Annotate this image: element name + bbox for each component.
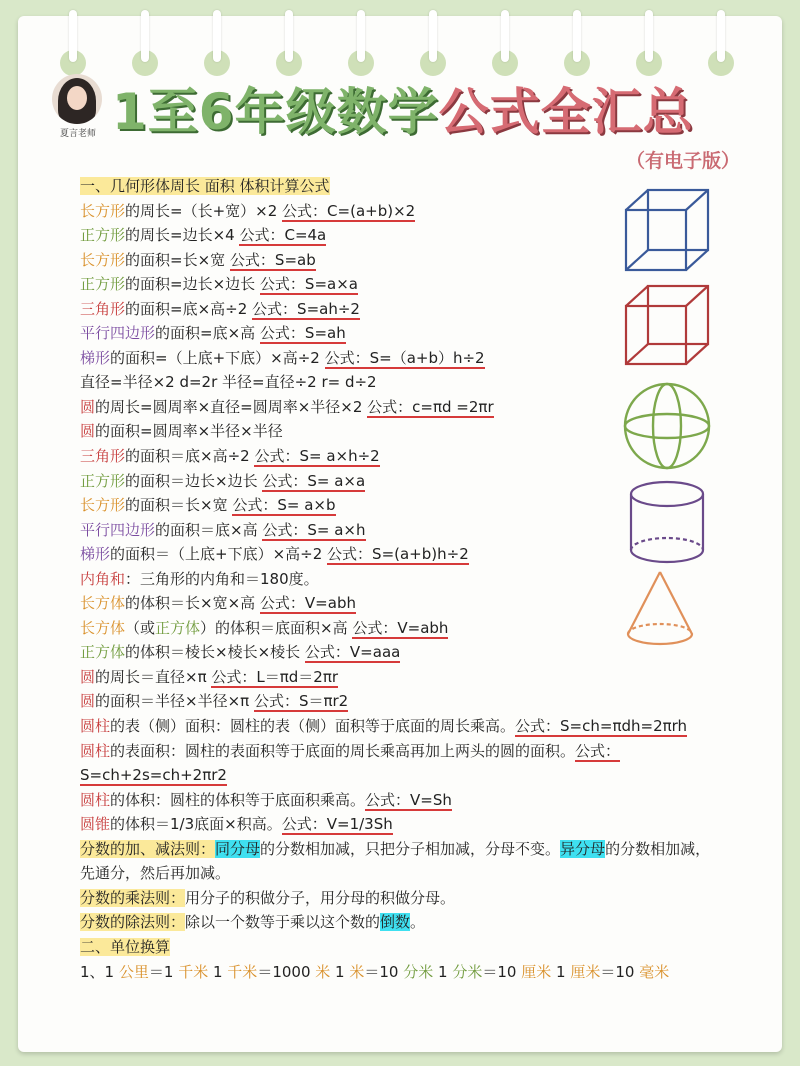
formula-line: 梯形的面积=（上底+下底）×高÷2 公式：S=（a+b）h÷2 [80, 348, 485, 367]
page-title: 1至6年级数学公式全汇总 [112, 83, 694, 141]
section-heading: 二、单位换算 [80, 937, 171, 956]
formula-line: 长方形的面积=长×宽 公式：S=ab [80, 250, 316, 269]
formula-line: 长方形的面积＝长×宽 公式：S= a×b [80, 496, 336, 515]
formula-line: 梯形的面积＝（上底+下底）×高÷2 公式：S=(a+b)h÷2 [80, 545, 469, 564]
formula-paragraph: 圆柱的表（侧）面积：圆柱的表（侧）面积等于底面的周长乘高。公式：S=ch=πdh=2πrh [80, 717, 688, 736]
fraction-rule: 分数的乘法则：用分子的积做分子，用分母的积做分母。 [80, 888, 456, 907]
formula-line: 直径=半径×2 d=2r 半径=直径÷2 r= d÷2 [80, 373, 377, 392]
subtitle: （有电子版） [626, 150, 741, 172]
formula-line: 长方形的周长=（长+宽）×2 公式：C=(a+b)×2 [80, 201, 416, 220]
sphere-icon [625, 384, 709, 468]
formula-line: 内角和：三角形的内角和＝180度。 [80, 569, 319, 588]
formula-line: 正方形的面积＝边长×边长 公式：S= a×a [80, 471, 366, 490]
binder-ring [708, 50, 734, 76]
formula-line: 三角形的面积＝底×高÷2 公式：S= a×h÷2 [80, 447, 380, 466]
formula-line: 圆的面积=圆周率×半径×半径 [80, 422, 283, 441]
section-heading: 一、几何形体周长 面积 体积计算公式 [80, 177, 330, 195]
formula-line: 长方体（或正方体）的体积＝底面积×高 公式：V=abh [80, 618, 449, 637]
formula-line: 三角形的面积=底×高÷2 公式：S=ah÷2 [80, 299, 360, 318]
formula-paragraph: 圆柱的表面积：圆柱的表面积等于底面的周长乘高再加上两头的圆的面积。公式：S=ch+2s=ch+2πr2 [80, 741, 621, 785]
formula-line: 长方体的体积＝长×宽×高 公式：V=abh [80, 594, 356, 613]
formula-line: 平行四边形的面积=底×高 公式：S=ah [80, 324, 346, 343]
author-name: 夏言老师 [59, 129, 96, 139]
shape-illustrations [612, 180, 722, 660]
cube-red-icon [626, 286, 708, 364]
cylinder-icon [631, 482, 703, 562]
cube-blue-icon [626, 190, 708, 270]
formula-line: 圆柱的体积：圆柱的体积等于底面积乘高。公式：V=Sh [80, 790, 452, 809]
fraction-rule: 分数的除法则：除以一个数等于乘以这个数的倒数。 [80, 913, 426, 932]
fraction-rule: 分数的加、减法则：同分母的分数相加减，只把分子相加减，分母不变。异分母的分数相加减，先通分，然后再加减。 [80, 839, 711, 883]
binder-ring [60, 50, 86, 76]
formula-line: 圆的面积＝半径×半径×π 公式：S＝πr2 [80, 692, 349, 711]
author-avatar [52, 74, 102, 124]
formula-line: 平行四边形的面积＝底×高 公式：S= a×h [80, 520, 366, 539]
unit-conversion: 1、1 公里＝1 千米 1 千米＝1000 米 1 米＝10 分米 1 分米＝10 厘米 1 厘米＝10 毫米 [80, 962, 670, 981]
cone-icon [628, 572, 692, 644]
formula-line: 圆的周长＝直径×π 公式：L＝πd＝2πr [80, 667, 339, 686]
formula-line: 正方形的周长=边长×4 公式：C=4a [80, 226, 327, 245]
formula-line: 正方形的面积=边长×边长 公式：S=a×a [80, 275, 358, 294]
formula-line: 圆的周长=圆周率×直径=圆周率×半径×2 公式：c=πd =2πr [80, 397, 494, 416]
formula-line: 正方体的体积＝棱长×棱长×棱长 公式：V=aaa [80, 643, 401, 662]
formula-line: 圆锥的体积＝1/3底面×积高。公式：V=1/3Sh [80, 815, 393, 834]
